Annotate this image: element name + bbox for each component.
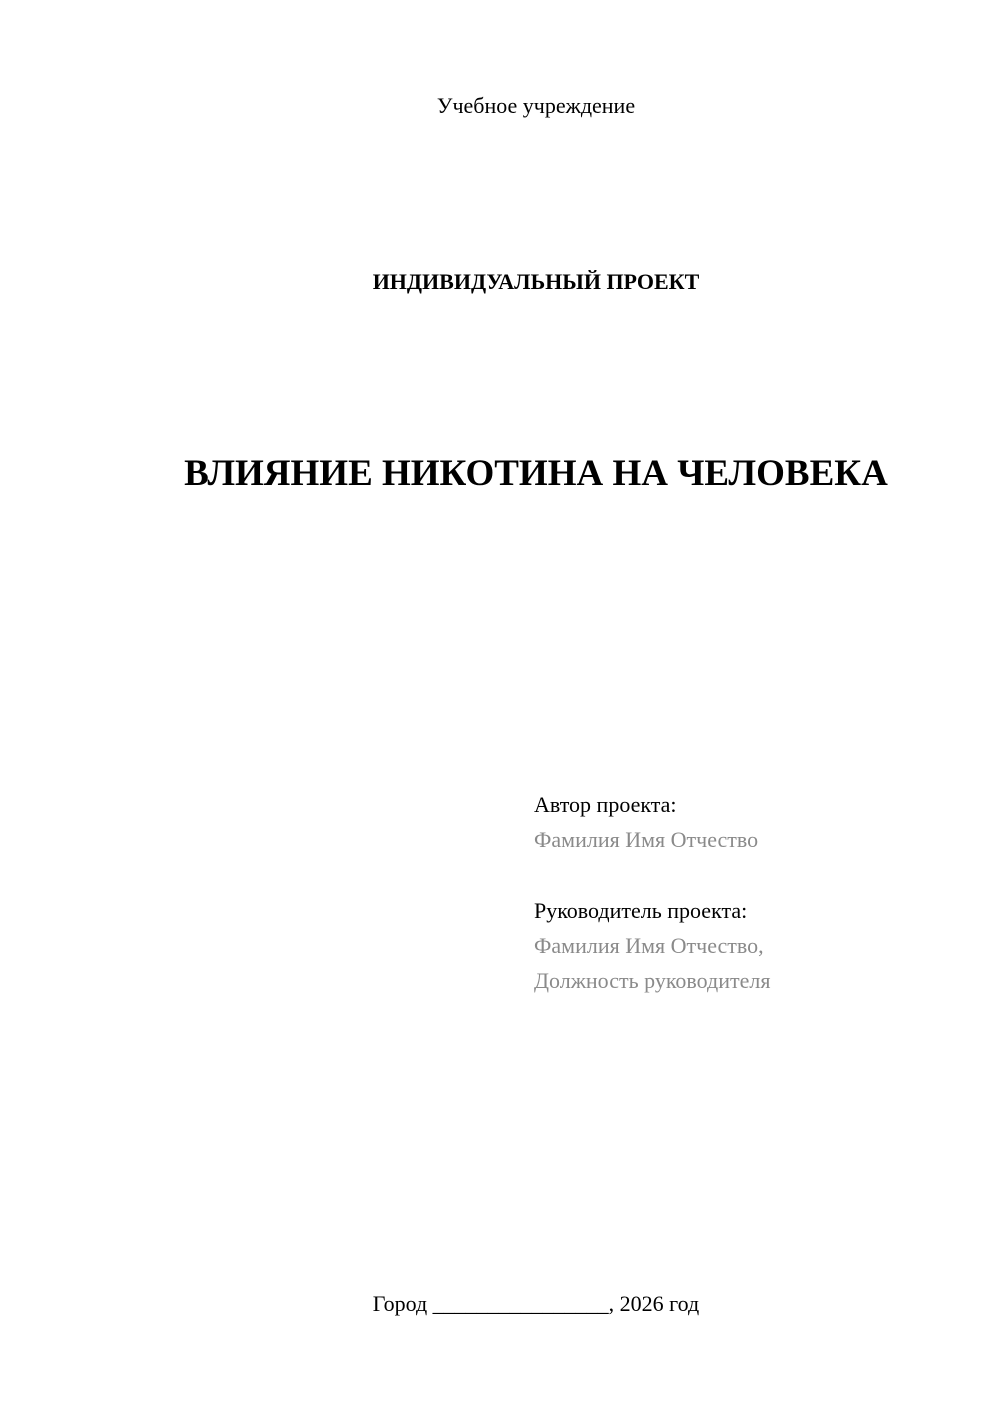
supervisor-label: Руководитель проекта: (534, 898, 748, 923)
author-name: Фамилия Имя Отчество (534, 827, 759, 852)
credits-gap (534, 857, 974, 893)
project-title: ВЛИЯНИЕ НИКОТИНА НА ЧЕЛОВЕКА (184, 453, 888, 494)
city-year-line: Город ________________, 2026 год (372, 1291, 700, 1316)
institution-name: Учебное учреждение (436, 93, 636, 118)
credits-block (534, 787, 974, 998)
document-type: ИНДИВИДУАЛЬНЫЙ ПРОЕКТ (372, 269, 700, 294)
supervisor-position: Должность руководителя (534, 968, 771, 993)
author-label: Автор проекта: (534, 792, 677, 817)
supervisor-name: Фамилия Имя Отчество, (534, 933, 764, 958)
